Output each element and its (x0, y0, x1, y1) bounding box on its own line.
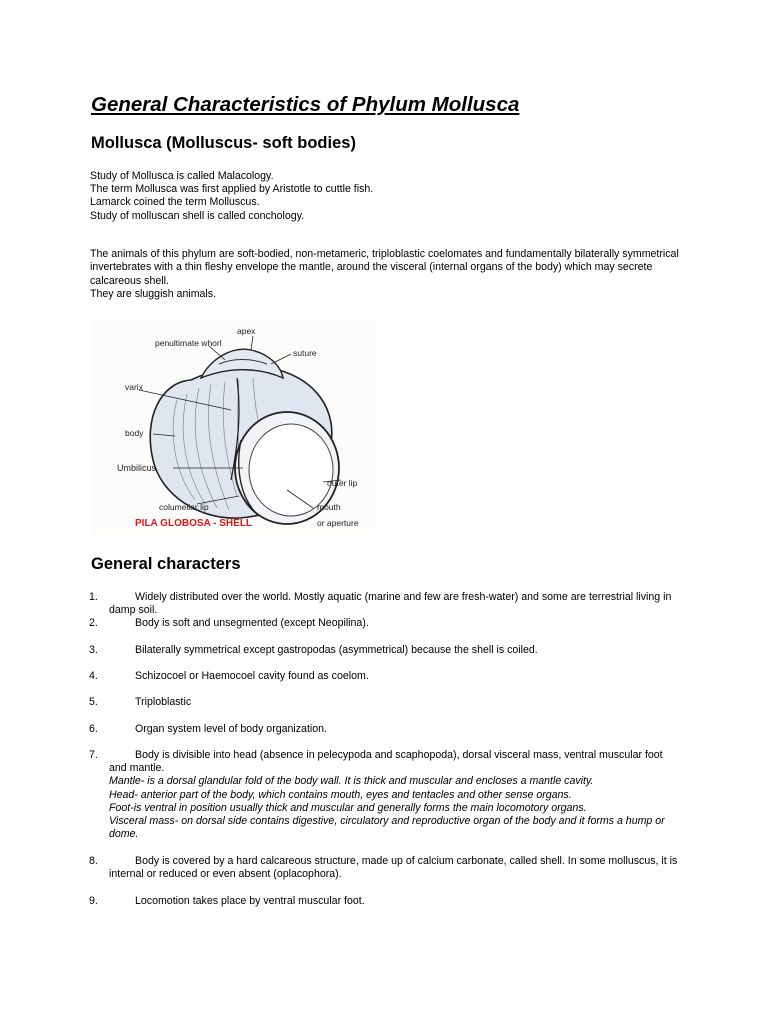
list-item (89, 855, 679, 881)
list-item-text: Organ system level of body organization. (135, 723, 327, 735)
label-columellar-lip: columellar lip (159, 502, 209, 512)
shell-diagram (91, 320, 376, 535)
list-item-text: Body is covered by a hard calcareous structure, made up of calcium carbonate, called shell. In some molluscus, it is internal or reduced or even absent (oplacophora). (109, 855, 678, 881)
label-mouth: mouth (317, 502, 341, 512)
list-item (89, 696, 679, 709)
list-item-number: 6. (89, 723, 98, 735)
list-item (89, 749, 679, 841)
page-title: General Characteristics of Phylum Mollusca (91, 93, 520, 116)
label-body: body (125, 428, 144, 438)
label-apex: apex (237, 326, 256, 336)
list-item-text: Bilaterally symmetrical except gastropodas (asymmetrical) because the shell is coiled. (135, 644, 538, 656)
subtitle-heading: Mollusca (Molluscus- soft bodies) (91, 134, 356, 152)
list-item-text: Body is soft and unsegmented (except Neopilina). (135, 617, 369, 629)
list-item-number: 7. (89, 749, 98, 761)
label-varix: varix (125, 382, 143, 392)
list-item-text: Triploblastic (135, 696, 192, 708)
label-outer-lip: outer lip (327, 478, 358, 488)
shell-diagram-svg (91, 320, 376, 535)
intro-line: Study of Mollusca is called Malacology. (90, 170, 274, 182)
list-item-number: 8. (89, 855, 98, 867)
list-item (89, 591, 679, 617)
list-item-number: 3. (89, 644, 98, 656)
section-heading: General characters (91, 555, 241, 573)
list-item-text: Body is divisible into head (absence in pelecypoda and scaphopoda), dorsal visceral mass, ventral muscular foot and mantle. (109, 749, 663, 775)
label-umbilicus: Umbilicus (117, 463, 157, 473)
list-item-note: Head- anterior part of the body, which contains mouth, eyes and tentacles and other sense organs. (109, 788, 572, 801)
list-item-number: 1. (89, 591, 98, 603)
description-text: The animals of this phylum are soft-bodied, non-metameric, triploblastic coelomates and fundamentally bilaterally symmetrical invertebrates with a thin fleshy envelope the mantle, around the visceral (internal organs of the body) which may secrete calcareous shell. (90, 248, 679, 287)
intro-line: Lamarck coined the term Molluscus. (90, 196, 260, 209)
label-penultimate-whorl: penultimate whorl (155, 338, 222, 348)
list-item-text: Schizocoel or Haemocoel cavity found as coelom. (135, 670, 369, 682)
list-item-number: 5. (89, 696, 98, 708)
list-item-number: 4. (89, 670, 98, 682)
label-or-aperture: or aperture (317, 518, 359, 528)
list-item-number: 2. (89, 617, 98, 629)
list-item-note: Visceral mass- on dorsal side contains digestive, circulatory and reproductive organ of the body and it forms a hump or dome. (109, 815, 665, 841)
figure-caption: PILA GLOBOSA - SHELL (135, 518, 253, 529)
list-item-note: Mantle- is a dorsal glandular fold of the body wall. It is thick and muscular and encloses a mantle cavity. (109, 775, 594, 788)
description-text-2: They are sluggish animals. (90, 288, 217, 301)
list-item (89, 617, 679, 630)
list-item-number: 9. (89, 895, 98, 907)
list-item (89, 644, 679, 657)
list-item (89, 723, 679, 736)
list-item (89, 670, 679, 683)
list-item-text: Locomotion takes place by ventral muscular foot. (135, 895, 365, 907)
label-suture: suture (293, 348, 317, 358)
list-item (89, 895, 679, 908)
list-item-text: Widely distributed over the world. Mostly aquatic (marine and few are fresh-water) and some are terrestrial living in damp soil. (109, 591, 672, 617)
intro-block (90, 170, 690, 223)
intro-line: Study of molluscan shell is called conchology. (90, 209, 305, 222)
list-item-note: Foot-is ventral in position usually thick and muscular and generally forms the main locomotory organs. (109, 801, 587, 814)
description-paragraph (90, 248, 680, 302)
intro-line: The term Mollusca was first applied by Aristotle to cuttle fish. (90, 183, 374, 196)
